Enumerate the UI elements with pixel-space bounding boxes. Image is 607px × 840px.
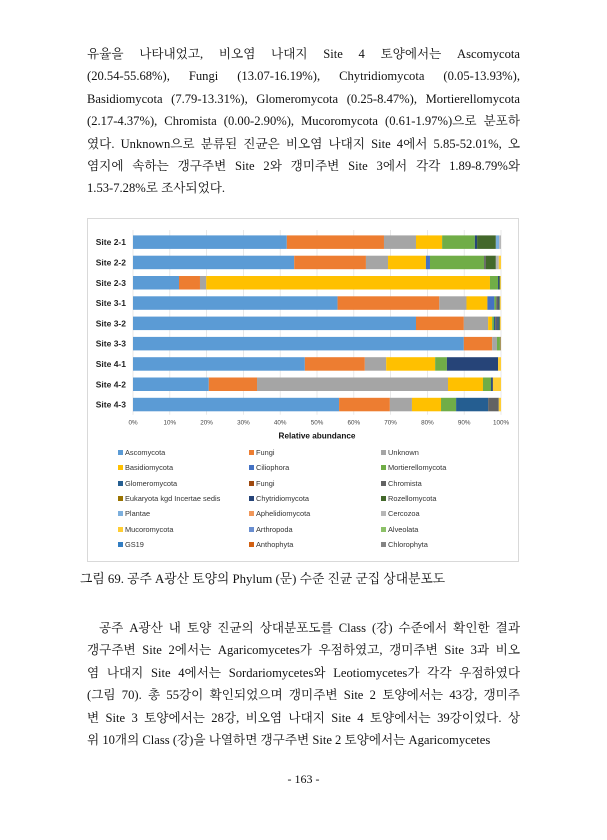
bar-segment-mortierellomycota — [483, 378, 491, 392]
legend-item — [249, 540, 293, 549]
bar-segment-unknown — [439, 296, 466, 310]
legend-swatch-icon — [249, 496, 254, 501]
text-line: 였다. Unknown으로 분류된 진균은 비오염 나대지 Site 4에서 5.85-52.01%, 오 — [87, 136, 520, 151]
body-paragraph-1 — [87, 43, 520, 200]
legend-item — [381, 525, 418, 534]
legend-label: Alveolata — [388, 524, 419, 534]
text-line: 위 10개의 Class (강)을 나열하면 갱구주변 Site 2 토양에서는 Agaricomycetes — [87, 733, 491, 748]
bar-segment-unknown — [200, 276, 206, 290]
bar-segment-chromista — [495, 317, 497, 331]
bar-segment-mortierellomycota — [490, 276, 498, 290]
legend-item — [249, 479, 275, 488]
bar-segment-ascomycota — [133, 398, 339, 412]
legend-item — [118, 479, 177, 488]
text-line: 갱구주변 Site 2에서는 Agaricomycetes가 우점하였고, 갱미주변 Site 3과 비오 — [87, 643, 520, 658]
category-label: Site 3-1 — [95, 298, 126, 309]
bar-segment-plantae — [496, 235, 499, 249]
bar-segment-basidiomycota — [386, 357, 435, 371]
bar-segment-chromista — [496, 296, 498, 310]
legend-swatch-icon — [381, 496, 386, 501]
legend-item — [249, 525, 293, 534]
category-label: Site 2-2 — [95, 257, 126, 268]
legend-swatch-icon — [118, 450, 123, 455]
legend-swatch-icon — [381, 511, 386, 516]
legend-swatch-icon — [118, 496, 123, 501]
legend-swatch-icon — [381, 481, 386, 486]
legend-item — [249, 448, 275, 457]
legend-item — [381, 494, 436, 503]
bar-segment-chytridiomycota — [498, 296, 499, 310]
bar-segment-glomeromycota — [456, 398, 488, 412]
bar-segment-mucoromycota — [500, 296, 501, 310]
legend-label: Ascomycota — [125, 448, 166, 457]
legend-label: Unknown — [388, 448, 419, 457]
legend-label: Chytridiomycota — [256, 493, 309, 503]
text-line: 1.53-7.28%로 조사되었다. — [87, 181, 226, 196]
legend-label: Ciliophora — [256, 463, 290, 473]
bar-segment-cercozoa — [496, 256, 499, 270]
bar-segment-rozellomycota — [477, 235, 496, 249]
legend-label: GS19 — [125, 539, 144, 549]
bar-segment-basidiomycota — [412, 398, 441, 412]
bar-segment-fungi — [464, 337, 492, 351]
page-number: - 163 - — [287, 772, 320, 786]
bar-segment-fungi — [305, 357, 365, 371]
category-label: Site 4-2 — [95, 379, 126, 390]
x-tick-label: 50% — [310, 419, 324, 427]
legend-label: Anthophyta — [256, 539, 294, 549]
bar-segment-unknown — [384, 235, 416, 249]
legend-label: Chlorophyta — [388, 539, 428, 549]
body-paragraph-2 — [87, 617, 520, 751]
bar-segment-basidiomycota — [416, 235, 442, 249]
text-line: 염지에 속하는 갱구주변 Site 2와 갱미주변 Site 3에서 각각 1.89-8.79%와 — [87, 159, 520, 174]
x-tick-label: 100% — [492, 419, 510, 427]
legend-swatch-icon — [381, 465, 386, 470]
legend-label: Mucoromycota — [125, 524, 174, 534]
bar-segment-unknown — [365, 357, 386, 371]
bar-segment-basidiomycota — [388, 256, 426, 270]
legend-swatch-icon — [118, 542, 123, 547]
bar-segment-fungi — [209, 378, 257, 392]
bar-segment-glomeromycota — [494, 317, 495, 331]
bar-segment-mucoromycota — [500, 276, 501, 290]
bar-segment-cercozoa — [499, 235, 501, 249]
bar-segment-mucoromycota — [500, 317, 501, 331]
legend-label: Mortierellomycota — [388, 463, 447, 473]
bar-segment-ascomycota — [133, 357, 305, 371]
figure-caption: 그림 69. 공주 A광산 토양의 Phylum (문) 수준 진균 군집 상대분포도 — [80, 572, 446, 586]
bar-segment-mortierellomycota — [492, 317, 494, 331]
x-axis-title: Relative abundance — [278, 431, 356, 441]
legend-label: Fungi — [256, 448, 275, 457]
legend-item — [118, 448, 165, 457]
bar-segment-ascomycota — [133, 276, 179, 290]
bar-segment-mortierellomycota — [497, 337, 500, 351]
bar-segment-chromista — [500, 337, 501, 351]
legend-label: Cercozoa — [388, 509, 420, 519]
legend-swatch-icon — [249, 542, 254, 547]
bar-segment-ascomycota — [133, 378, 209, 392]
bar-segment-chytridiomycota — [498, 276, 499, 290]
x-tick-label: 70% — [384, 419, 397, 427]
legend-swatch-icon — [249, 481, 254, 486]
x-tick-label: 60% — [347, 419, 361, 427]
legend-label: Plantae — [125, 509, 151, 519]
legend-swatch-icon — [249, 511, 254, 516]
text-line: 염 나대지 Site 4에서는 Sordariomycetes와 Leotiomycetes가 각각 우점하였다 — [87, 665, 520, 680]
legend-swatch-icon — [118, 465, 123, 470]
bar-segment-mucoromycota — [493, 378, 501, 392]
legend-item — [381, 463, 446, 472]
bar-segment-mortierellomycota — [442, 235, 475, 249]
bar-segment-ascomycota — [133, 235, 287, 249]
category-label: Site 2-1 — [95, 237, 126, 248]
text-line: (2.17-4.37%), Chromista (0.00-2.90%), Mucoromycota (0.61-1.97%)으로 분포하 — [87, 114, 520, 129]
bar-segment-fungi — [416, 317, 464, 331]
bar-segment-ascomycota — [133, 317, 416, 331]
legend-swatch-icon — [249, 527, 254, 532]
legend-swatch-icon — [381, 527, 386, 532]
legend-swatch-icon — [249, 465, 254, 470]
bar-segment-mucoromycota — [499, 398, 501, 412]
bar-segment-chytridiomycota — [475, 235, 477, 249]
bar-segment-basidiomycota — [488, 317, 492, 331]
category-label: Site 3-2 — [95, 318, 126, 329]
legend-item — [249, 494, 309, 503]
bar-segment-chromista — [484, 256, 486, 270]
bar-segment-unknown — [257, 378, 448, 392]
bar-segment-mortierellomycota — [430, 256, 484, 270]
stacked-bar-chart — [88, 219, 520, 449]
bar-segment-unknown — [366, 256, 388, 270]
legend-item — [381, 448, 419, 457]
legend-item — [118, 494, 220, 503]
legend-item — [118, 509, 150, 518]
bar-segment-chromista — [488, 398, 499, 412]
legend-label: Basidiomycota — [125, 463, 174, 473]
bar-segment-fungi — [179, 276, 200, 290]
legend-label: Glomeromycota — [125, 478, 178, 488]
category-label: Site 4-3 — [95, 399, 126, 410]
bar-segment-mucoromycota — [498, 357, 501, 371]
legend-swatch-icon — [381, 542, 386, 547]
bar-segment-rozellomycota — [499, 296, 500, 310]
legend-item — [249, 509, 310, 518]
bar-segment-ascomycota — [133, 337, 464, 351]
text-line: (그림 70). 총 55강이 확인되었으며 갱미주변 Site 2 토양에서는 43강, 갱미주 — [87, 688, 520, 703]
legend-swatch-icon — [381, 450, 386, 455]
x-tick-label: 30% — [237, 419, 250, 427]
legend-label: Eukaryota kgd Incertae sedis — [125, 493, 221, 503]
legend-item — [381, 540, 428, 549]
bar-segment-ciliophora — [426, 256, 430, 270]
text-line: 변 Site 3 토양에서는 28강, 비오염 나대지 Site 4 토양에서는 39강이었다. 상 — [87, 710, 520, 725]
text-line: 유율을 나타내었고, 비오염 나대지 Site 4 토양에서는 Ascomycota — [87, 47, 520, 61]
legend-item — [118, 463, 173, 472]
legend-swatch-icon — [249, 450, 254, 455]
legend-label: Aphelidiomycota — [256, 509, 311, 519]
x-tick-label: 40% — [273, 419, 287, 427]
bar-segment-ascomycota — [133, 296, 338, 310]
legend-item — [118, 525, 173, 534]
legend-item — [249, 463, 289, 472]
legend-label: Fungi — [256, 478, 275, 488]
x-tick-label: 90% — [457, 419, 471, 427]
bar-segment-chytridiomycota — [497, 317, 498, 331]
x-tick-label: 0% — [128, 419, 138, 427]
category-label: Site 3-3 — [95, 338, 126, 349]
bar-segment-fungi — [287, 235, 384, 249]
category-label: Site 2-3 — [95, 277, 126, 288]
legend-item — [381, 509, 420, 518]
bar-segment-unknown — [464, 317, 488, 331]
bar-segment-basidiomycota — [466, 296, 487, 310]
legend-swatch-icon — [118, 527, 123, 532]
legend-label: Rozellomycota — [388, 493, 437, 503]
legend-item — [118, 540, 144, 549]
x-tick-label: 80% — [421, 419, 434, 427]
bar-segment-mortierellomycota — [435, 357, 447, 371]
bar-segment-ascomycota — [133, 256, 294, 270]
bar-segment-unknown — [492, 337, 497, 351]
legend-swatch-icon — [118, 481, 123, 486]
x-tick-label: 20% — [200, 419, 213, 427]
text-line: (20.54-55.68%), Fungi (13.07-16.19%), Chytridiomycota (0.05-13.93%), — [87, 69, 520, 84]
bar-segment-fungi — [339, 398, 390, 412]
bar-segment-fungi — [294, 256, 366, 270]
bar-segment-mucoromycota — [499, 256, 501, 270]
text-line: Basidiomycota (7.79-13.31%), Glomeromycota (0.25-8.47%), Mortierellomycota — [87, 91, 520, 106]
bar-segment-mortierellomycota — [441, 398, 456, 412]
x-tick-label: 10% — [163, 419, 177, 427]
bar-segment-chytridiomycota — [491, 378, 493, 392]
bar-segment-rozellomycota — [499, 317, 500, 331]
bar-segment-unknown — [390, 398, 412, 412]
bar-segment-rozellomycota — [499, 276, 500, 290]
category-label: Site 4-1 — [95, 358, 126, 369]
bar-segment-rozellomycota — [486, 256, 496, 270]
legend-swatch-icon — [118, 511, 123, 516]
text-line: 공주 A광산 내 토양 진균의 상대분포도를 Class (강) 수준에서 확인한 결과 — [99, 621, 520, 635]
bar-segment-ciliophora — [487, 296, 494, 310]
legend-item — [381, 479, 422, 488]
bar-segment-basidiomycota — [206, 276, 490, 290]
legend-label: Chromista — [388, 478, 422, 488]
bar-segment-mortierellomycota — [494, 296, 496, 310]
bar-segment-fungi — [338, 296, 440, 310]
bar-segment-chytridiomycota — [447, 357, 498, 371]
bar-segment-basidiomycota — [448, 378, 483, 392]
legend-label: Arthropoda — [256, 524, 293, 534]
